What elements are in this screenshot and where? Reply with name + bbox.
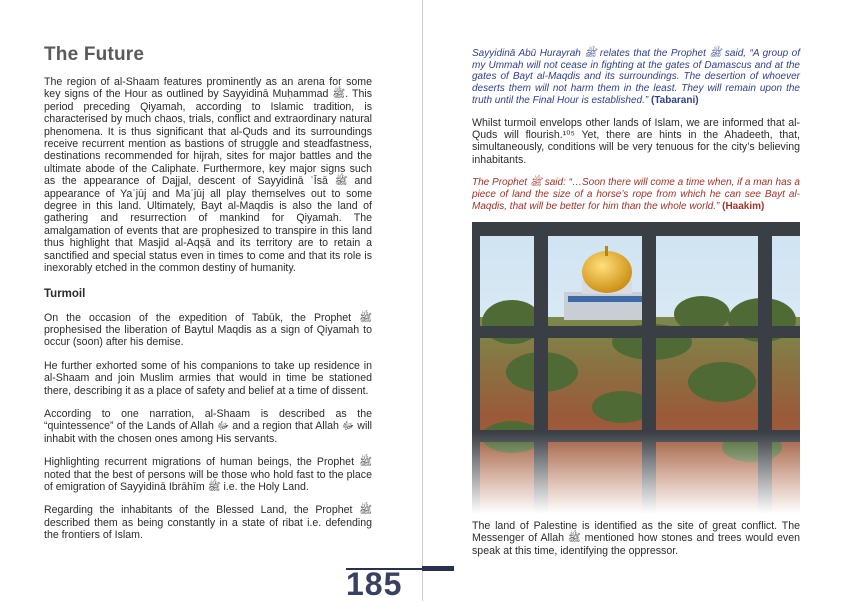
intro-paragraph: The region of al-Shaam features prominently as an arena for some key signs of the Hour as outlined by Sayyidinā Muḥammad ﷺ. This period preceding Qiyamah, according to Islamic tradition, is characterised by much chaos, trials, conflict and extraordinary natural phenomena. It is thus significant that al-Quds and its surroundings receive recurrent mention as bastions of struggle and steadfastness, destinations recommended for hijrah, sites for major battles and the ultimate abode of the Caliphate. Furthermore, key major signs such as the appearance of Dajjal, descent of Sayyidinā ʿĪsā ﷺ and appearance of Yaʾjūj and Maʾjūj all play themselves out to some degree in this land. Ultimately, Bayt al-Maqdis is also the land of gathering and resurrection of mankind for Qiyamah. The amalgamation of events that are prophesized to transpire in this land thus highlight that Masjid al-Aqṣā and its territory are to retain a sanctified and special status even in times to come and that its role is inexorably etched in the common destiny of humanity.	[44, 76, 373, 275]
left-page	[44, 44, 372, 553]
page-number-rule-right	[422, 566, 454, 571]
paragraph-quds-flourish: Whilst turmoil envelops other lands of Islam, we are informed that al-Quds will flourish.¹⁰⁵ Yet, there are hints in the Ahadeeth, that, simultaneously, conditions will be very tenuous for the city’s believing inhabitants.	[472, 116, 800, 166]
hadith-source-tabarani: (Tabarani)	[650, 94, 699, 106]
hadith-quote-horse-rope	[472, 177, 800, 212]
photo-caption: The land of Palestine is identified as the site of great conflict. The Messenger of Allah ﷺ mentioned how stones and trees would even speak at this time, identifying the oppressor.	[472, 520, 800, 557]
hadith-quote-damascus-text: Sayyidinā Abū Hurayrah ﷺ relates that the Prophet ﷺ said, “A group of my Ummah will not cease in fighting at the gates of Damascus and at the gates of Bayt al-Maqdis and its surroundings. The desertion of whoever deserts them will not harm them in the least. They will remain upon the truth until the Final Hour is established.”	[472, 48, 801, 106]
subheading-turmoil: Turmoil	[44, 287, 86, 300]
paragraph-migrations: Highlighting recurrent migrations of human beings, the Prophet ﷺ noted that the best of persons will be those who hold fast to the place of emigration of Sayyidinā Ibrāhīm ﷺ i.e. the Holy Land.	[44, 456, 372, 493]
paragraph-residence: He further exhorted some of his companions to take up residence in al-Shaam and join Muslim armies that would in time be stationed there, describing it as a place of safety and belief at a time of dissent.	[44, 359, 372, 397]
page-number: 185	[346, 566, 403, 602]
dome-of-the-rock-photo	[472, 222, 800, 514]
right-page	[472, 48, 800, 222]
paragraph-tabuk: On the occasion of the expedition of Tabūk, the Prophet ﷺ prophesised the liberation of Baytul Maqdis as a sign of Qiyamah to occur (soon) after his demise.	[44, 311, 372, 349]
page-title: The Future	[44, 44, 145, 65]
paragraph-ribat: Regarding the inhabitants of the Blessed Land, the Prophet ﷺ described them as being constantly in a state of ribat i.e. defending the frontiers of Islam.	[44, 504, 372, 542]
paragraph-quintessence: According to one narration, al-Shaam is described as the “quintessence” of the Lands of Allah ﷻ and a region that Allah ﷻ will inhabit with the chosen ones among His servants.	[44, 407, 373, 445]
page-spine-divider	[422, 0, 423, 601]
hadith-source-haakim: (Haakim)	[722, 200, 765, 212]
hadith-quote-damascus	[472, 48, 800, 107]
hadith-quote-horse-rope-text: The Prophet ﷺ said: “…Soon there will come a time when, if a man has a piece of land the size of a horse’s rope from which he can see Bayt al-Maqdis, that will be better for him than the whole world.”	[472, 177, 800, 212]
